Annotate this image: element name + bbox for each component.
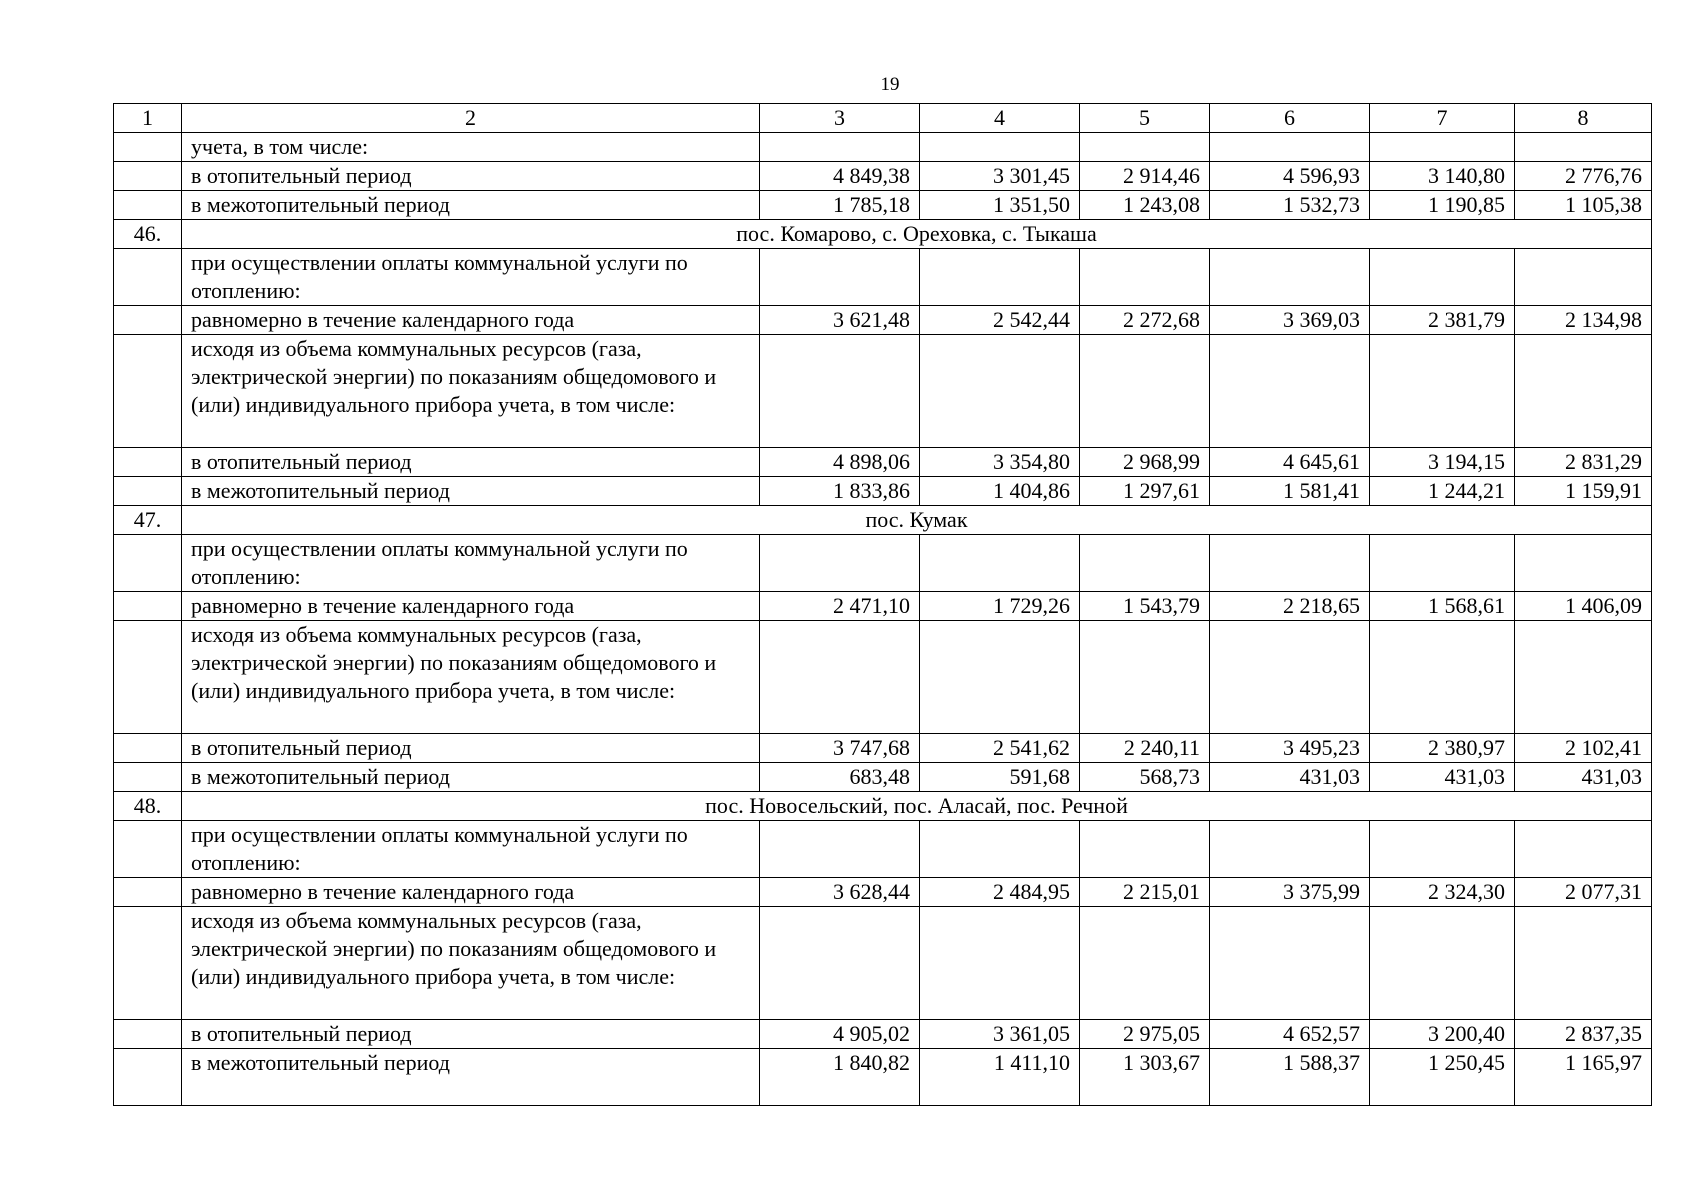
value-cell: 3 194,15 (1370, 448, 1515, 477)
value-cell (1210, 133, 1370, 162)
value-cell: 1 159,91 (1515, 477, 1652, 506)
value-cell: 1 785,18 (760, 191, 920, 220)
value-cell: 4 898,06 (760, 448, 920, 477)
header-cell: 7 (1370, 104, 1515, 133)
header-cell: 1 (114, 104, 182, 133)
row-label: в межотопительный период (182, 477, 760, 506)
header-cell: 6 (1210, 104, 1370, 133)
header-cell: 5 (1080, 104, 1210, 133)
value-cell (1080, 535, 1210, 592)
value-cell (760, 535, 920, 592)
value-cell: 2 776,76 (1515, 162, 1652, 191)
row-label: в отопительный период (182, 734, 760, 763)
value-cell: 1 244,21 (1370, 477, 1515, 506)
heating-period-row (114, 1020, 1652, 1049)
uniform-payment-row (114, 878, 1652, 907)
value-cell: 4 849,38 (760, 162, 920, 191)
value-cell: 3 375,99 (1210, 878, 1370, 907)
row-number-cell (114, 477, 182, 506)
value-cell: 3 301,45 (920, 162, 1080, 191)
value-cell: 4 645,61 (1210, 448, 1370, 477)
meter-intro-row (114, 335, 1652, 448)
value-cell: 1 404,86 (920, 477, 1080, 506)
carry-over-row (114, 133, 1652, 162)
value-cell (1080, 249, 1210, 306)
row-number-cell (114, 249, 182, 306)
value-cell (1210, 249, 1370, 306)
value-cell: 2 542,44 (920, 306, 1080, 335)
heating-period-row (114, 734, 1652, 763)
value-cell: 4 596,93 (1210, 162, 1370, 191)
value-cell: 683,48 (760, 763, 920, 792)
carry-over-value-row (114, 191, 1652, 220)
row-label: в отопительный период (182, 162, 760, 191)
row-label: равномерно в течение календарного года (182, 592, 760, 621)
value-cell: 1 411,10 (920, 1049, 1080, 1106)
row-number-cell (114, 162, 182, 191)
value-cell: 4 652,57 (1210, 1020, 1370, 1049)
value-cell: 3 495,23 (1210, 734, 1370, 763)
value-cell: 3 747,68 (760, 734, 920, 763)
value-cell: 1 840,82 (760, 1049, 920, 1106)
value-cell (920, 249, 1080, 306)
tariff-table-body (114, 104, 1652, 1106)
value-cell: 2 968,99 (1080, 448, 1210, 477)
value-cell: 3 140,80 (1370, 162, 1515, 191)
value-cell (1080, 907, 1210, 1020)
payment-intro-row (114, 535, 1652, 592)
value-cell: 431,03 (1370, 763, 1515, 792)
row-label: учета, в том числе: (182, 133, 760, 162)
row-number-cell (114, 592, 182, 621)
section-number: 46. (114, 220, 182, 249)
header-cell: 2 (182, 104, 760, 133)
value-cell: 1 250,45 (1370, 1049, 1515, 1106)
uniform-payment-row (114, 592, 1652, 621)
header-cell: 4 (920, 104, 1080, 133)
value-cell (1370, 335, 1515, 448)
row-number-cell (114, 821, 182, 878)
row-label: в межотопительный период (182, 1049, 760, 1106)
value-cell: 1 303,67 (1080, 1049, 1210, 1106)
non-heating-period-row (114, 477, 1652, 506)
value-cell: 4 905,02 (760, 1020, 920, 1049)
value-cell: 2 837,35 (1515, 1020, 1652, 1049)
value-cell (1080, 621, 1210, 734)
value-cell (760, 821, 920, 878)
value-cell (1515, 133, 1652, 162)
section-title: пос. Комарово, с. Ореховка, с. Тыкаша (182, 220, 1652, 249)
row-number-cell (114, 621, 182, 734)
value-cell: 2 541,62 (920, 734, 1080, 763)
value-cell: 3 628,44 (760, 878, 920, 907)
value-cell (1515, 335, 1652, 448)
row-label: в отопительный период (182, 448, 760, 477)
value-cell (1370, 249, 1515, 306)
value-cell: 2 272,68 (1080, 306, 1210, 335)
value-cell: 3 200,40 (1370, 1020, 1515, 1049)
value-cell: 1 243,08 (1080, 191, 1210, 220)
row-number-cell (114, 191, 182, 220)
header-cell: 3 (760, 104, 920, 133)
row-number-cell (114, 535, 182, 592)
row-number-cell (114, 1049, 182, 1106)
row-label: исходя из объема коммунальных ресурсов (газа, электрической энергии) по показаниям общедомового и (или) индивидуального прибора учета, в том числе: (182, 621, 760, 734)
value-cell: 2 380,97 (1370, 734, 1515, 763)
row-label: в межотопительный период (182, 763, 760, 792)
value-cell: 2 914,46 (1080, 162, 1210, 191)
value-cell (920, 535, 1080, 592)
section-header-row (114, 220, 1652, 249)
value-cell (1370, 821, 1515, 878)
value-cell (1080, 335, 1210, 448)
row-number-cell (114, 907, 182, 1020)
heating-period-row (114, 448, 1652, 477)
value-cell (1210, 907, 1370, 1020)
value-cell: 2 218,65 (1210, 592, 1370, 621)
value-cell: 3 621,48 (760, 306, 920, 335)
value-cell (1080, 821, 1210, 878)
value-cell: 2 831,29 (1515, 448, 1652, 477)
value-cell: 1 297,61 (1080, 477, 1210, 506)
value-cell: 3 354,80 (920, 448, 1080, 477)
value-cell (1515, 621, 1652, 734)
value-cell (1515, 907, 1652, 1020)
value-cell: 431,03 (1210, 763, 1370, 792)
header-cell: 8 (1515, 104, 1652, 133)
value-cell: 2 134,98 (1515, 306, 1652, 335)
value-cell (1210, 335, 1370, 448)
value-cell (760, 621, 920, 734)
value-cell: 431,03 (1515, 763, 1652, 792)
row-label: исходя из объема коммунальных ресурсов (газа, электрической энергии) по показаниям общедомового и (или) индивидуального прибора учета, в том числе: (182, 335, 760, 448)
non-heating-period-row (114, 763, 1652, 792)
value-cell: 3 361,05 (920, 1020, 1080, 1049)
value-cell: 2 975,05 (1080, 1020, 1210, 1049)
section-header-row (114, 792, 1652, 821)
value-cell (760, 133, 920, 162)
value-cell (1370, 133, 1515, 162)
value-cell: 2 240,11 (1080, 734, 1210, 763)
row-label: в межотопительный период (182, 191, 760, 220)
section-title: пос. Кумак (182, 506, 1652, 535)
value-cell: 1 105,38 (1515, 191, 1652, 220)
section-number: 48. (114, 792, 182, 821)
payment-intro-row (114, 249, 1652, 306)
section-number: 47. (114, 506, 182, 535)
value-cell: 1 190,85 (1370, 191, 1515, 220)
value-cell (920, 133, 1080, 162)
value-cell (1515, 821, 1652, 878)
row-label: при осуществлении оплаты коммунальной услуги по отоплению: (182, 821, 760, 878)
payment-intro-row (114, 821, 1652, 878)
header-row (114, 104, 1652, 133)
value-cell (1210, 621, 1370, 734)
value-cell: 2 324,30 (1370, 878, 1515, 907)
value-cell (920, 821, 1080, 878)
value-cell (1370, 621, 1515, 734)
value-cell: 2 471,10 (760, 592, 920, 621)
value-cell (1370, 535, 1515, 592)
value-cell (760, 249, 920, 306)
row-number-cell (114, 448, 182, 477)
row-number-cell (114, 878, 182, 907)
row-label: при осуществлении оплаты коммунальной услуги по отоплению: (182, 249, 760, 306)
tariff-table (113, 103, 1652, 1106)
value-cell (760, 335, 920, 448)
value-cell (1210, 535, 1370, 592)
row-number-cell (114, 306, 182, 335)
section-header-row (114, 506, 1652, 535)
row-number-cell (114, 335, 182, 448)
value-cell: 591,68 (920, 763, 1080, 792)
row-label: равномерно в течение календарного года (182, 306, 760, 335)
value-cell: 1 833,86 (760, 477, 920, 506)
row-label: исходя из объема коммунальных ресурсов (газа, электрической энергии) по показаниям общедомового и (или) индивидуального прибора учета, в том числе: (182, 907, 760, 1020)
value-cell (1515, 535, 1652, 592)
value-cell: 1 165,97 (1515, 1049, 1652, 1106)
value-cell (920, 335, 1080, 448)
value-cell: 1 351,50 (920, 191, 1080, 220)
value-cell: 568,73 (1080, 763, 1210, 792)
value-cell (920, 907, 1080, 1020)
value-cell (760, 907, 920, 1020)
page-number: 19 (880, 74, 900, 95)
value-cell (920, 621, 1080, 734)
uniform-payment-row (114, 306, 1652, 335)
value-cell: 1 581,41 (1210, 477, 1370, 506)
value-cell: 1 543,79 (1080, 592, 1210, 621)
value-cell: 2 102,41 (1515, 734, 1652, 763)
value-cell: 1 406,09 (1515, 592, 1652, 621)
row-number-cell (114, 133, 182, 162)
value-cell: 2 381,79 (1370, 306, 1515, 335)
meter-intro-row (114, 621, 1652, 734)
row-label: равномерно в течение календарного года (182, 878, 760, 907)
row-number-cell (114, 763, 182, 792)
row-label: при осуществлении оплаты коммунальной услуги по отоплению: (182, 535, 760, 592)
meter-intro-row (114, 907, 1652, 1020)
row-number-cell (114, 1020, 182, 1049)
value-cell (1515, 249, 1652, 306)
value-cell: 2 077,31 (1515, 878, 1652, 907)
row-label: в отопительный период (182, 1020, 760, 1049)
non-heating-period-row (114, 1049, 1652, 1106)
value-cell: 1 729,26 (920, 592, 1080, 621)
value-cell: 3 369,03 (1210, 306, 1370, 335)
carry-over-value-row (114, 162, 1652, 191)
value-cell: 1 568,61 (1370, 592, 1515, 621)
value-cell: 1 532,73 (1210, 191, 1370, 220)
value-cell: 2 215,01 (1080, 878, 1210, 907)
value-cell: 2 484,95 (920, 878, 1080, 907)
value-cell (1210, 821, 1370, 878)
row-number-cell (114, 734, 182, 763)
value-cell (1370, 907, 1515, 1020)
value-cell: 1 588,37 (1210, 1049, 1370, 1106)
section-title: пос. Новосельский, пос. Аласай, пос. Речной (182, 792, 1652, 821)
value-cell (1080, 133, 1210, 162)
